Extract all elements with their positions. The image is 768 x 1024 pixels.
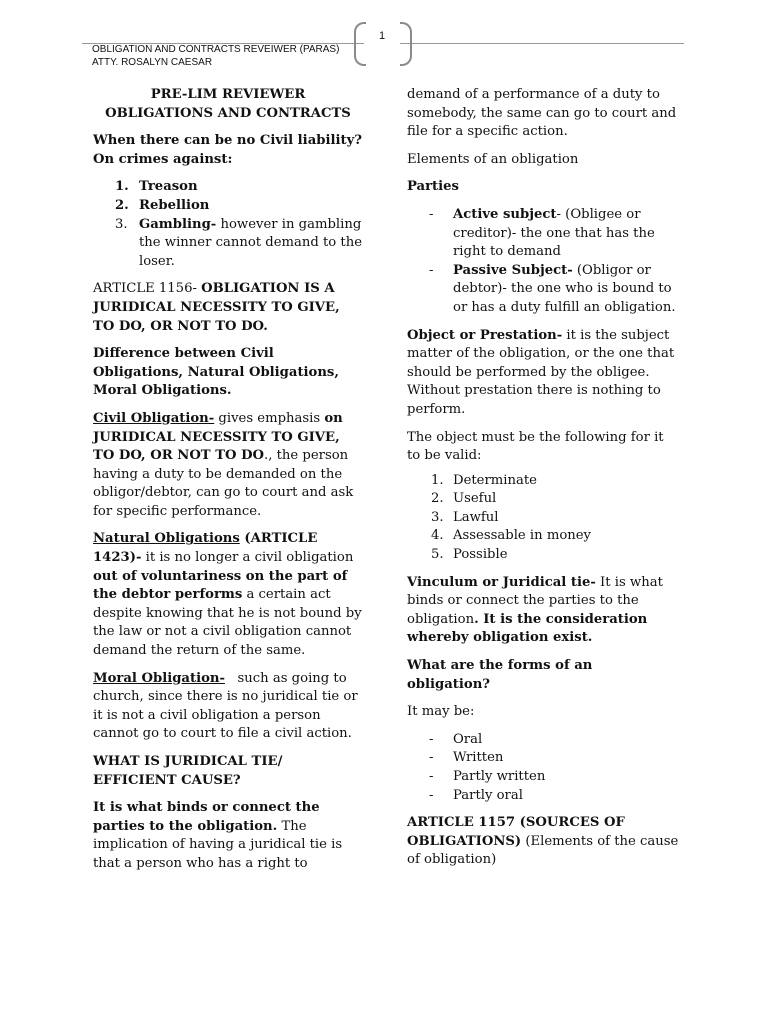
- requirement-item: [407, 546, 679, 565]
- dash-marker: -: [429, 769, 434, 784]
- may-be-text: It may be:: [407, 704, 475, 720]
- crime-term: Gambling-: [139, 216, 217, 232]
- party-term: Passive Subject-: [453, 262, 573, 278]
- forms-question: [407, 657, 679, 694]
- vinculum-term: Vinculum or Juridical tie-: [407, 574, 596, 590]
- juridical-tie-answer-text: The implication of having a juridical tie is that a person who has a right to: [93, 818, 343, 871]
- continued-text: demand of a performance of a duty to somebody, the same can go to court and file for a specific action.: [407, 87, 677, 140]
- requirement-number: 4.: [431, 528, 444, 544]
- form-item: [407, 768, 679, 787]
- civil-obligation-emphasis: on JURIDICAL NECESSITY TO GIVE, TO DO, OR NOT TO DO: [93, 410, 343, 464]
- form-text: Written: [453, 750, 504, 766]
- requirement-number: 2.: [431, 491, 444, 507]
- natural-obligation-text-1: it is no longer a civil obligation: [141, 550, 354, 566]
- natural-obligation-article: (ARTICLE 1423)-: [93, 531, 318, 566]
- article-1157-text: (Elements of the cause of obligation): [407, 833, 679, 868]
- forms-question-text: What are the forms of an obligation?: [407, 658, 593, 692]
- crime-term: Treason: [139, 179, 198, 195]
- juridical-tie-answer-bold: It is what binds or connect the parties to the obligation.: [93, 800, 320, 834]
- natural-obligation-text-2: a certain act despite knowing that he is not bound by the law or not a civil obligation cannot demand the return of the same.: [93, 587, 362, 659]
- party-term: Active subject: [453, 206, 557, 222]
- dash-marker: -: [429, 787, 434, 803]
- article-1156: [93, 280, 363, 336]
- party-text: (Obligor or debtor)- the one who is bound to or has a duty fulfill an obligation.: [453, 262, 676, 315]
- moral-obligation-term: Moral Obligation-: [93, 670, 225, 686]
- party-item: [407, 262, 679, 318]
- crime-term: Rebellion: [139, 197, 210, 213]
- crime-text: however in gambling the winner cannot demand to the loser.: [139, 216, 363, 269]
- form-text: Partly written: [453, 769, 546, 784]
- elements-heading-text: Elements of an obligation: [407, 151, 579, 167]
- valid-requirements-list: [407, 472, 679, 565]
- vinculum-emphasis: . It is the consideration whereby obligation exist.: [407, 611, 648, 646]
- article-1156-prefix: ARTICLE 1156-: [93, 281, 202, 297]
- header-title: OBLIGATION AND CONTRACTS REVEIWER (PARAS): [92, 44, 340, 55]
- civil-liability-question: [93, 132, 363, 169]
- natural-obligation-paragraph: [93, 530, 363, 660]
- header-author: ATTY. ROSALYN CAESAR: [92, 57, 213, 68]
- moral-obligation-text: such as going to church, since there is no juridical tie or it is not a civil obligation a person cannot go to court to file a civil action.: [93, 670, 362, 742]
- civil-obligation-text-2: ., the person having a duty to be demanded on the obligor/debtor, can go to court and ask for specific performance.: [93, 448, 354, 519]
- document-title: [93, 86, 363, 123]
- vinculum-text: It is what binds or connect the parties to the obligation: [407, 574, 663, 627]
- juridical-tie-question: [93, 753, 363, 790]
- crime-number: 2.: [115, 197, 129, 213]
- valid-intro-text: The object must be the following for it to be valid:: [407, 429, 664, 464]
- title-line-1: PRE-LIM REVIEWER: [150, 87, 306, 102]
- party-item: [407, 206, 679, 262]
- left-column: [93, 86, 363, 883]
- form-item: [407, 787, 679, 806]
- natural-obligation-emphasis: out of voluntariness on the part of the debtor performs: [93, 568, 348, 603]
- crime-item: [93, 216, 363, 272]
- party-text: - (Obligee or creditor)- the one that has the right to demand: [453, 206, 655, 260]
- title-line-2: OBLIGATIONS AND CONTRACTS: [105, 105, 351, 121]
- requirement-text: Determinate: [453, 472, 537, 488]
- dash-marker: -: [429, 731, 434, 747]
- form-item: [407, 731, 679, 750]
- requirement-text: Lawful: [453, 509, 499, 525]
- article-1157-title: ARTICLE 1157 (SOURCES OF OBLIGATIONS): [407, 815, 625, 849]
- object-text: it is the subject matter of the obligation, or the one that should be performed by the obligee. Without prestation there is nothing to perform.: [407, 327, 675, 417]
- right-column: [407, 86, 679, 879]
- crime-item: [93, 197, 363, 216]
- requirement-item: [407, 509, 679, 528]
- requirement-text: Possible: [453, 547, 508, 563]
- requirement-item: [407, 527, 679, 546]
- crime-number: 3.: [115, 216, 128, 232]
- parties-heading: [407, 178, 679, 197]
- article-1157: [407, 814, 679, 870]
- natural-obligation-term: Natural Obligations: [93, 531, 240, 547]
- valid-intro: [407, 429, 679, 466]
- crimes-list: [93, 178, 363, 271]
- vinculum-paragraph: [407, 574, 679, 648]
- crime-number: 1.: [115, 179, 129, 195]
- form-text: Oral: [453, 731, 483, 747]
- requirement-text: Assessable in money: [453, 528, 592, 544]
- requirement-number: 1.: [431, 472, 444, 488]
- difference-heading: [93, 345, 363, 401]
- dash-marker: -: [429, 206, 434, 222]
- requirement-item: [407, 472, 679, 491]
- parties-list: [407, 206, 679, 318]
- object-paragraph: [407, 327, 679, 420]
- forms-list: [407, 731, 679, 805]
- difference-heading-text: Difference between Civil Obligations, Natural Obligations, Moral Obligations.: [93, 346, 339, 399]
- requirement-number: 3.: [431, 509, 444, 525]
- civil-obligation-text-1: gives emphasis: [214, 410, 325, 426]
- moral-obligation-paragraph: [93, 670, 363, 744]
- civil-obligation-term: Civil Obligation-: [93, 410, 215, 426]
- elements-heading: [407, 151, 679, 170]
- may-be-line: [407, 703, 679, 722]
- page-number: 1: [378, 30, 386, 42]
- requirement-text: Useful: [453, 491, 497, 507]
- requirement-number: 5.: [431, 547, 444, 563]
- dash-marker: -: [429, 750, 434, 766]
- civil-obligation-paragraph: [93, 410, 363, 522]
- continued-paragraph: [407, 86, 679, 142]
- juridical-tie-answer: [93, 799, 363, 873]
- civil-liability-question-text: When there can be no Civil liability? On crimes against:: [93, 133, 362, 167]
- form-text: Partly oral: [453, 787, 523, 803]
- juridical-tie-question-text: WHAT IS JURIDICAL TIE/ EFFICIENT CAUSE?: [93, 754, 283, 788]
- requirement-item: [407, 490, 679, 509]
- parties-heading-text: Parties: [407, 179, 459, 195]
- form-item: [407, 749, 679, 768]
- article-1156-definition: OBLIGATION IS A JURIDICAL NECESSITY TO GIVE, TO DO, OR NOT TO DO.: [93, 281, 340, 334]
- dash-marker: -: [429, 262, 434, 278]
- page-number-bracket-right: [400, 22, 412, 66]
- object-term: Object or Prestation-: [407, 327, 563, 343]
- crime-item: [93, 178, 363, 197]
